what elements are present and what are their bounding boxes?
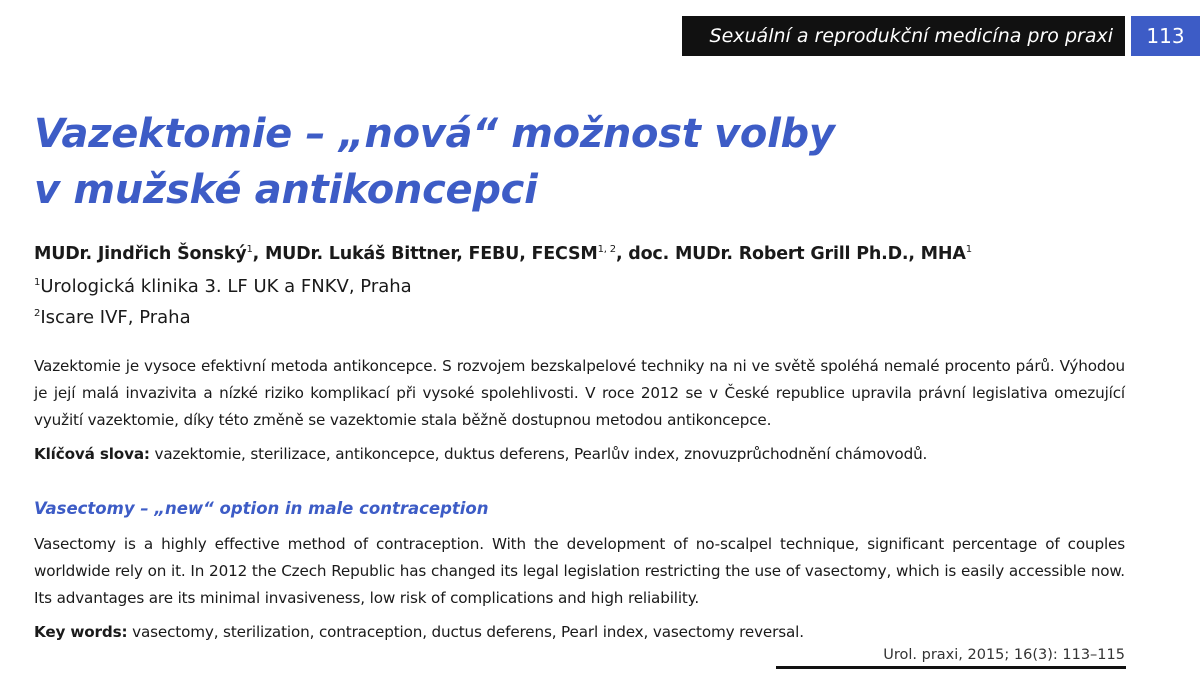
author-name: MUDr. Jindřich Šonský xyxy=(34,244,247,264)
author-affiliation-ref: 1, 2 xyxy=(597,244,616,256)
citation-divider xyxy=(776,666,1126,669)
affiliation-2 xyxy=(34,304,191,332)
author-name: MUDr. Lukáš Bittner, FEBU, FECSM xyxy=(264,244,598,264)
keywords-czech xyxy=(34,441,1125,468)
abstract-czech: Vazektomie je vysoce efektivní metoda antikoncepce. S rozvojem bezskalpelové techniky na ni ve světě spoléhá nemalé procento párů. Výhodou je její malá invazivita a nízké riziko komplikací při vysoké spolehlivosti. V roce 2012 se v České republice upravila právní legislativa omezující využití vazektomie, díky této změně se vazektomie stala běžně dostupnou metodou antikoncepce. xyxy=(34,357,1125,429)
article-title xyxy=(34,106,1134,218)
author-affiliation-ref: 1 xyxy=(965,244,972,256)
citation: Urol. praxi, 2015; 16(3): 113–115 xyxy=(883,647,1125,663)
keywords-text: vasectomy, sterilization, contraception, ductus deferens, Pearl index, vasectomy reversal. xyxy=(127,623,804,641)
keywords-text: vazektomie, sterilizace, antikoncepce, duktus deferens, Pearlův index, znovuzprůchodnění chámovodů. xyxy=(149,445,928,463)
english-title: Vasectomy – „new“ option in male contraception xyxy=(34,499,489,518)
author-affiliation-ref: 1 xyxy=(246,244,253,256)
keywords-english xyxy=(34,619,1125,646)
affiliation-1 xyxy=(34,273,412,301)
keywords-label: Klíčová slova: xyxy=(34,445,150,463)
affiliation-number: 2 xyxy=(34,308,41,319)
author-name: doc. MUDr. Robert Grill Ph.D., MHA xyxy=(628,244,966,264)
abstract-english: Vasectomy is a highly effective method of contraception. With the development of no-scalpel technique, significant percentage of couples worldwide rely on it. In 2012 the Czech Republic has changed its legal legislation restricting the use of vasectomy, which is easily accessible now. Its advantages are its minimal invasiveness, low risk of complications and high reliability. xyxy=(34,535,1125,607)
journal-name-banner xyxy=(682,16,1125,56)
author-separator: , xyxy=(252,244,265,264)
affiliation-text: Iscare IVF, Praha xyxy=(40,307,191,328)
keywords-label: Key words: xyxy=(34,623,128,641)
page-number: 113 xyxy=(1131,16,1200,56)
article-title-line-2: v mužské antikoncepci xyxy=(34,167,538,213)
article-title-line-1: Vazektomie – „nová“ možnost volby xyxy=(34,111,835,157)
affiliation-text: Urologická klinika 3. LF UK a FNKV, Praha xyxy=(40,276,412,297)
author-list xyxy=(34,240,1134,268)
affiliation-number: 1 xyxy=(34,277,41,288)
author-separator: , xyxy=(615,244,629,264)
journal-name: Sexuální a reprodukční medicína pro praxi xyxy=(709,25,1113,47)
